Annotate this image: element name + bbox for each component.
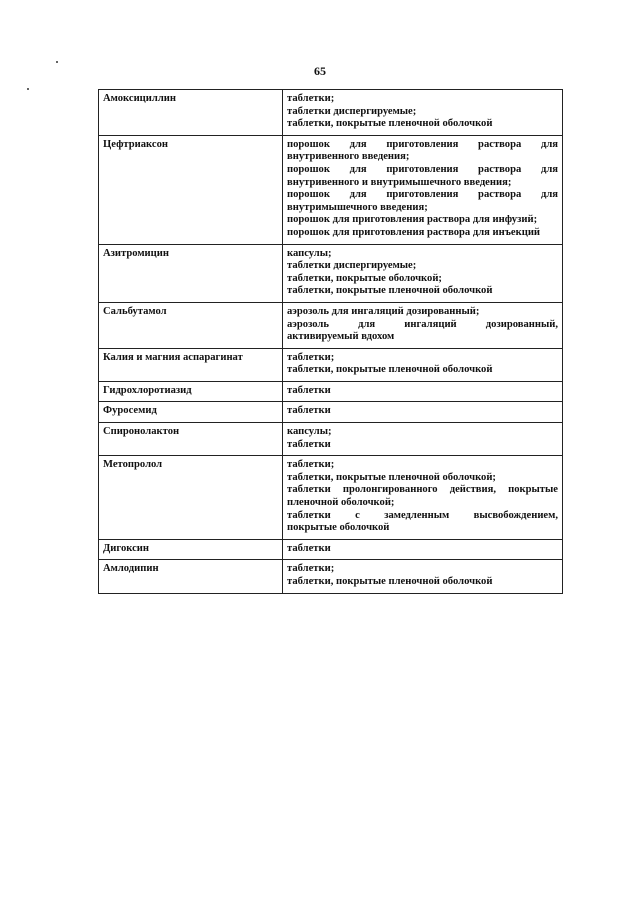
drug-table bbox=[98, 89, 563, 594]
dosage-forms-cell bbox=[283, 560, 563, 593]
table-row bbox=[99, 90, 563, 136]
drug-name-cell: Азитромицин bbox=[99, 244, 283, 302]
table-row bbox=[99, 402, 563, 423]
dosage-form-line: таблетки, покрытые пленочной оболочкой; bbox=[287, 471, 496, 483]
drug-name-cell: Метопролол bbox=[99, 456, 283, 540]
dosage-forms-cell bbox=[283, 381, 563, 402]
drug-name-cell: Сальбутамол bbox=[99, 302, 283, 348]
dosage-forms-cell bbox=[283, 456, 563, 540]
drug-name-cell: Цефтриаксон bbox=[99, 135, 283, 244]
dosage-form-line: порошок для приготовления раствора для bbox=[287, 138, 558, 150]
dosage-form-line: пленочной оболочкой; bbox=[287, 497, 395, 509]
dosage-forms-cell bbox=[283, 90, 563, 136]
dosage-form-line: таблетки, покрытые пленочной оболочкой bbox=[287, 285, 493, 297]
table-row bbox=[99, 348, 563, 381]
dosage-form-line: таблетки с замедленным высвобождением, bbox=[287, 509, 558, 521]
dosage-form-line: таблетки пролонгированного действия, покрытые bbox=[287, 484, 558, 496]
drug-name-cell: Фуросемид bbox=[99, 402, 283, 423]
dosage-form-line: капсулы; bbox=[287, 426, 332, 438]
table-row bbox=[99, 135, 563, 244]
table-row bbox=[99, 560, 563, 593]
drug-name-cell: Амоксициллин bbox=[99, 90, 283, 136]
drug-name-cell: Дигоксин bbox=[99, 539, 283, 560]
scan-speck bbox=[56, 61, 58, 63]
dosage-forms-cell bbox=[283, 402, 563, 423]
drug-name-cell: Гидрохлоротиазид bbox=[99, 381, 283, 402]
dosage-form-line: внутривенного и внутримышечного введения; bbox=[287, 176, 512, 188]
dosage-form-line: таблетки диспергируемые; bbox=[287, 260, 417, 272]
dosage-forms-cell bbox=[283, 539, 563, 560]
dosage-form-line: покрытые оболочкой bbox=[287, 522, 390, 534]
table-row bbox=[99, 539, 563, 560]
table-body bbox=[99, 90, 563, 594]
dosage-form-line: аэрозоль для ингаляций дозированный, bbox=[287, 318, 558, 330]
page-number: 65 bbox=[314, 64, 326, 78]
dosage-form-line: порошок для приготовления раствора для инъекций bbox=[287, 226, 541, 238]
dosage-form-line: таблетки bbox=[287, 384, 331, 396]
dosage-forms-cell bbox=[283, 302, 563, 348]
dosage-form-line: таблетки; bbox=[287, 563, 335, 575]
dosage-form-line: таблетки, покрытые пленочной оболочкой bbox=[287, 576, 493, 587]
table-row bbox=[99, 381, 563, 402]
dosage-form-line: внутримышечного введения; bbox=[287, 201, 428, 213]
dosage-forms-cell bbox=[283, 348, 563, 381]
dosage-form-line: таблетки, покрытые пленочной оболочкой bbox=[287, 364, 493, 376]
dosage-form-line: таблетки диспергируемые; bbox=[287, 105, 417, 117]
dosage-forms-cell bbox=[283, 244, 563, 302]
drug-name-cell: Калия и магния аспарагинат bbox=[99, 348, 283, 381]
dosage-form-line: аэрозоль для ингаляций дозированный; bbox=[287, 305, 480, 317]
dosage-form-line: капсулы; bbox=[287, 247, 332, 259]
dosage-form-line: порошок для приготовления раствора для инфузий; bbox=[287, 214, 538, 226]
dosage-form-line: порошок для приготовления раствора для bbox=[287, 163, 558, 175]
drug-name-cell: Спиронолактон bbox=[99, 423, 283, 456]
dosage-form-line: порошок для приготовления раствора для bbox=[287, 189, 558, 201]
dosage-form-line: таблетки; bbox=[287, 459, 335, 471]
dosage-form-line: таблетки bbox=[287, 542, 331, 554]
table-row bbox=[99, 244, 563, 302]
dosage-form-line: таблетки, покрытые пленочной оболочкой bbox=[287, 118, 493, 130]
dosage-forms-cell bbox=[283, 135, 563, 244]
table-row bbox=[99, 456, 563, 540]
scan-speck bbox=[27, 88, 29, 90]
dosage-form-line: активируемый вдохом bbox=[287, 331, 395, 343]
dosage-form-line: внутривенного введения; bbox=[287, 151, 410, 163]
dosage-form-line: таблетки, покрытые оболочкой; bbox=[287, 272, 442, 284]
table-row bbox=[99, 302, 563, 348]
table-row bbox=[99, 423, 563, 456]
dosage-form-line: таблетки; bbox=[287, 93, 335, 104]
dosage-form-line: таблетки bbox=[287, 438, 331, 450]
dosage-form-line: таблетки bbox=[287, 405, 331, 417]
dosage-forms-cell bbox=[283, 423, 563, 456]
drug-name-cell: Амлодипин bbox=[99, 560, 283, 593]
dosage-form-line: таблетки; bbox=[287, 351, 335, 363]
